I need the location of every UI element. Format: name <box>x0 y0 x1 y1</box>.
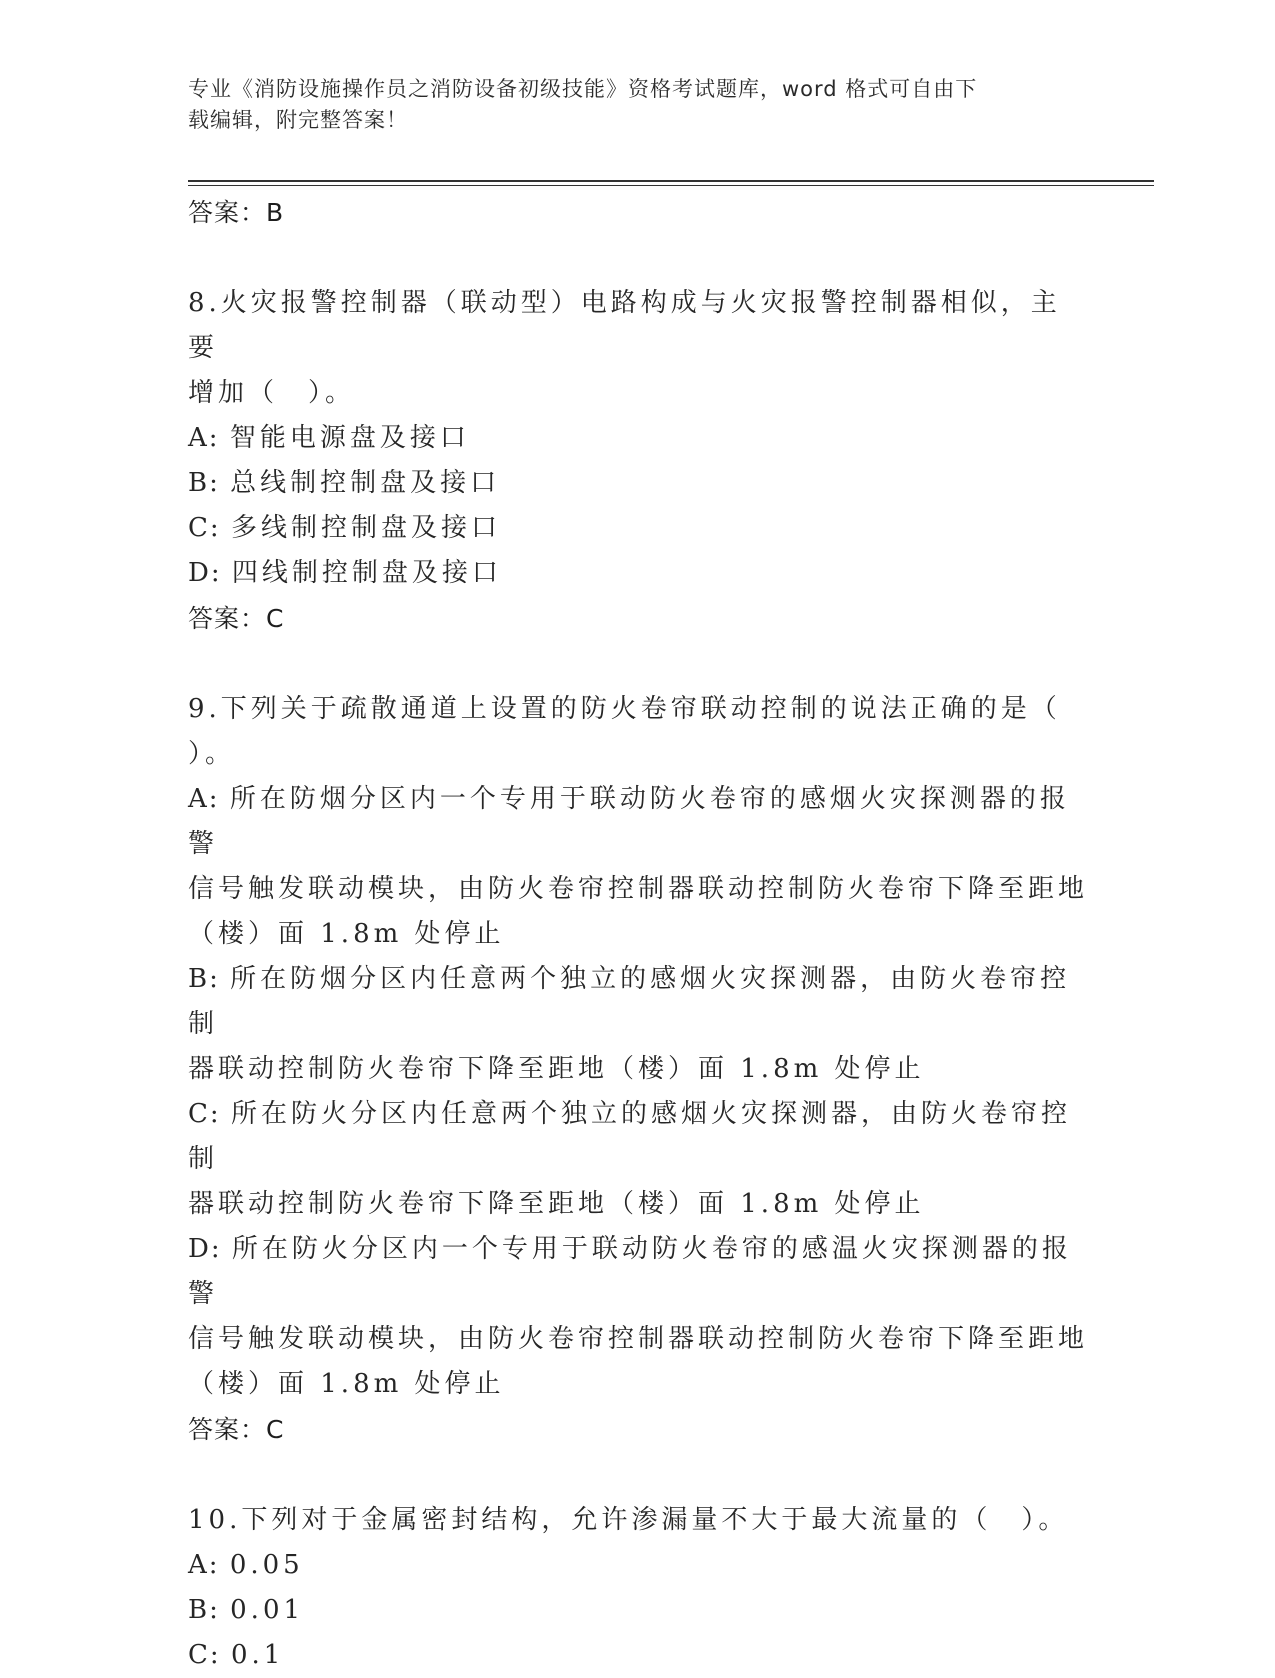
option-label: A : <box>188 1550 230 1580</box>
option-d <box>188 551 1088 596</box>
header-line: 专业《消防设施操作员之消防设备初级技能》资格考试题库，word 格式可自由下 <box>188 77 978 101</box>
option-c <box>188 1092 1088 1182</box>
question-block <box>188 281 1088 641</box>
option-label: C : <box>188 1099 231 1129</box>
option-a <box>188 1543 1088 1588</box>
option-label: B : <box>188 964 230 994</box>
header-divider <box>188 180 1154 182</box>
option-text: 多线制控制盘及接口 <box>230 513 501 543</box>
question-text: 增加（ ）。 <box>188 378 356 408</box>
option-b <box>188 1588 1088 1633</box>
question-block <box>188 1498 1088 1678</box>
answer-line: 答案：C <box>188 1415 285 1444</box>
question-text: 9.下列关于疏散通道上设置的防火卷帘联动控制的说法正确的是（ <box>188 694 1061 724</box>
document-header <box>188 74 1088 136</box>
option-d <box>188 1227 1088 1317</box>
option-a <box>188 912 1088 957</box>
option-text: 所在防烟分区内一个专用于联动防火卷帘的感烟火灾探测器的报警 <box>188 784 1070 859</box>
option-text: 器联动控制防火卷帘下降至距地（楼）面 1.8m 处停止 <box>188 1054 925 1084</box>
option-text: 0.01 <box>230 1595 305 1625</box>
header-line: 载编辑，附完整答案！ <box>188 108 408 132</box>
header-divider-thin <box>188 185 1154 186</box>
option-text: 0.05 <box>229 1550 304 1580</box>
question-text: 10.下列对于金属密封结构，允许渗漏量不大于最大流量的（ ）。 <box>188 1505 1069 1535</box>
option-c <box>188 1182 1088 1227</box>
option-label: A : <box>188 423 230 453</box>
option-label: C : <box>188 513 231 543</box>
option-a <box>188 416 1088 461</box>
option-b <box>188 957 1088 1047</box>
question-block <box>188 687 1088 1452</box>
option-text: 所在防火分区内一个专用于联动防火卷帘的感温火灾探测器的报警 <box>188 1234 1072 1309</box>
option-label: D : <box>188 1234 232 1264</box>
answer-line: 答案：C <box>188 604 285 633</box>
option-text: 四线制控制盘及接口 <box>231 558 502 588</box>
option-text: 信号触发联动模块，由防火卷帘控制器联动控制防火卷帘下降至距地 <box>188 1324 1089 1354</box>
option-label: B : <box>188 1595 230 1625</box>
option-text: 智能电源盘及接口 <box>229 423 470 453</box>
option-label: A : <box>188 784 230 814</box>
question-text: 8.火灾报警控制器（联动型）电路构成与火灾报警控制器相似，主要 <box>188 288 1061 363</box>
option-d <box>188 1317 1088 1362</box>
option-text: 器联动控制防火卷帘下降至距地（楼）面 1.8m 处停止 <box>188 1189 925 1219</box>
option-b <box>188 461 1088 506</box>
option-label: B : <box>188 468 230 498</box>
option-a <box>188 777 1088 867</box>
question-text: ）。 <box>188 739 236 769</box>
option-text: 信号触发联动模块，由防火卷帘控制器联动控制防火卷帘下降至距地 <box>188 874 1089 904</box>
option-label: C : <box>188 1640 231 1670</box>
option-c <box>188 506 1088 551</box>
option-text: 所在防烟分区内任意两个独立的感烟火灾探测器，由防火卷帘控制 <box>188 964 1071 1039</box>
option-text: 0.1 <box>230 1640 285 1670</box>
option-d <box>188 1362 1088 1407</box>
answer-line: 答案：B <box>188 198 285 227</box>
option-text: 所在防火分区内任意两个独立的感烟火灾探测器，由防火卷帘控制 <box>188 1099 1071 1174</box>
option-text: （楼）面 1.8m 处停止 <box>188 919 505 949</box>
option-a <box>188 867 1088 912</box>
option-c <box>188 1633 1088 1678</box>
option-label: D : <box>188 558 232 588</box>
question-list <box>188 190 1088 1678</box>
option-text: （楼）面 1.8m 处停止 <box>188 1369 505 1399</box>
option-text: 总线制控制盘及接口 <box>230 468 501 498</box>
option-b <box>188 1047 1088 1092</box>
